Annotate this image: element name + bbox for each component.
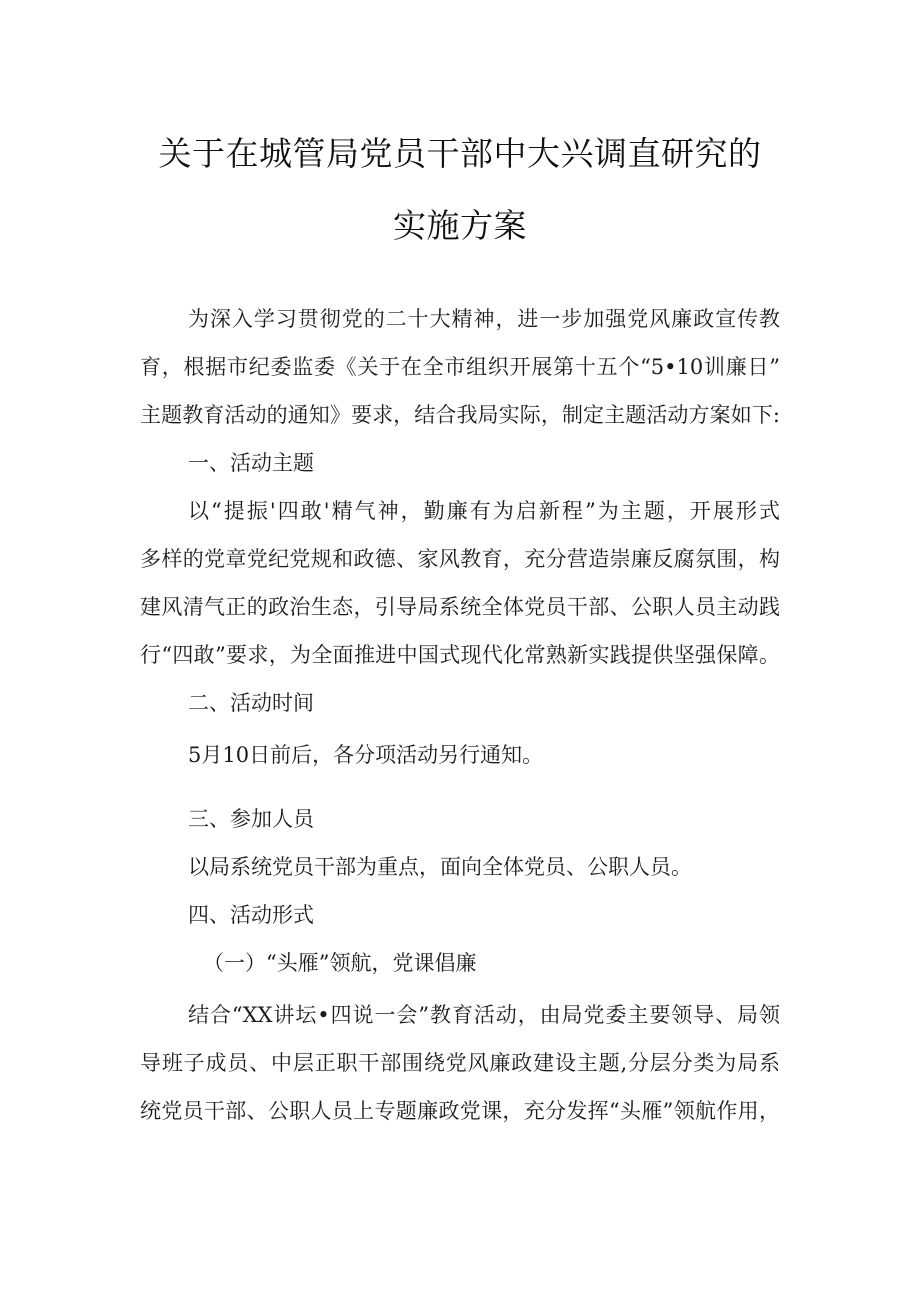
document-title-line-1: 关于在城管局党员干部中大兴调直研究的	[158, 134, 762, 173]
sub1-line-3: 统党员干部、公职人员上专题廉政党课，充分发挥“头雁”领航作用，	[140, 1099, 780, 1123]
heading-activity-theme: 一、活动主题	[188, 451, 314, 475]
theme-line-1: 以“提振'四敢'精气神，勤廉有为启新程”为主题，开展形式	[188, 499, 780, 523]
heading-activity-form: 四、活动形式	[188, 903, 314, 927]
theme-line-2: 多样的党章党纪党规和政德、家风教育，充分营造崇廉反腐氛围，构	[140, 547, 780, 571]
intro-line-2: 育，根据市纪委监委《关于在全市组织开展第十五个“5•10训廉日”	[140, 355, 780, 379]
heading-participants: 三、参加人员	[188, 807, 314, 831]
time-text: 5月10日前后，各分项活动另行通知。	[188, 743, 544, 767]
heading-activity-time: 二、活动时间	[188, 691, 314, 715]
subheading-1: （一）“头雁”领航，党课倡廉	[203, 951, 477, 975]
participants-text: 以局系统党员干部为重点，面向全体党员、公职人员。	[188, 855, 692, 879]
sub1-line-2: 导班子成员、中层正职干部围绕党风廉政建设主题,分层分类为局系	[140, 1051, 780, 1075]
theme-line-4: 行“四敢”要求，为全面推进中国式现代化常熟新实践提供坚强保障。	[140, 643, 780, 667]
sub1-line-1: 结合“XX讲坛•四说一会”教育活动，由局党委主要领导、局领	[188, 1003, 780, 1027]
intro-line-3: 主题教育活动的通知》要求，结合我局实际，制定主题活动方案如下:	[140, 403, 780, 427]
theme-line-3: 建风清气正的政治生态，引导局系统全体党员干部、公职人员主动践	[140, 595, 780, 619]
document-title-line-2: 实施方案	[393, 206, 527, 245]
intro-line-1: 为深入学习贯彻党的二十大精神，进一步加强党风廉政宣传教	[188, 307, 780, 331]
